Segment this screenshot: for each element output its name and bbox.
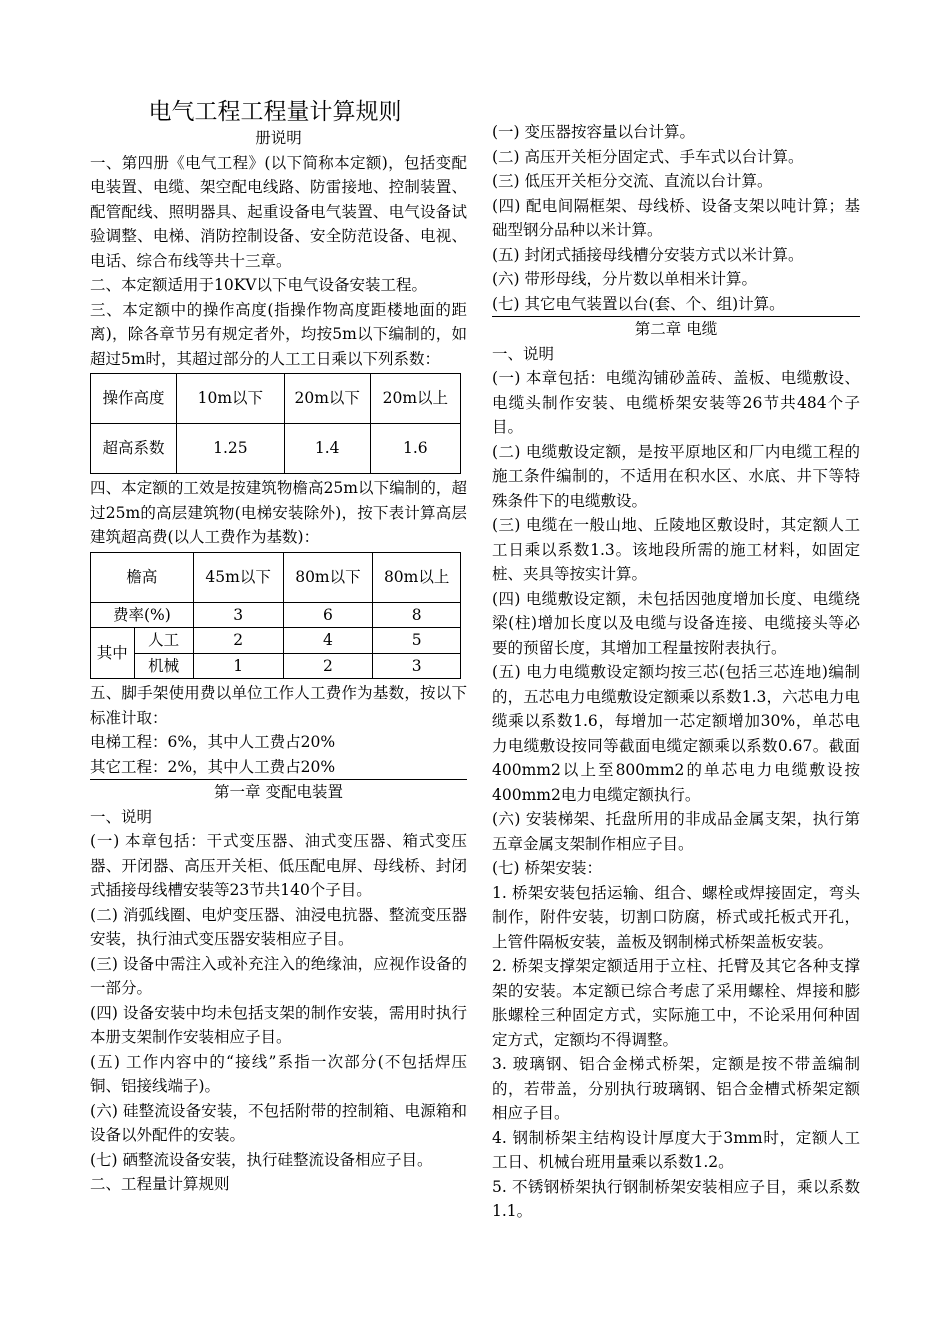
table1-cell: 1.4 (284, 424, 370, 474)
table2-cell: 1 (193, 653, 283, 679)
chapter1-item: (四) 设备安装中均未包括支架的制作安装，需用时执行本册支架制作安装相应子目。 (90, 1003, 467, 1046)
table2-cell: 2 (193, 628, 283, 654)
chapter1-item: (三) 设备中需注入或补充注入的绝缘油，应视作设备的一部分。 (90, 954, 467, 997)
volume-para-2: 二、本定额适用于10KV以下电气设备安装工程。 (90, 276, 427, 294)
chapter1-rule: (二) 高压开关柜分固定式、手车式以台计算。 (492, 147, 804, 166)
para-5-elevator: 电梯工程：6%，其中人工费占20% (90, 733, 336, 751)
chapter1-rule: (一) 变压器按容量以台计算。 (492, 123, 696, 141)
chapter1-rule: (六) 带形母线，分片数以单相米计算。 (492, 270, 758, 288)
bridge-item: 2. 桥架支撑架定额适用于立柱、托臂及其它各种支撑架的安装。本定额已综合考虑了采用螺栓、焊接和膨胀螺栓三种固定方式，实际施工中，不论采用何种固定方式，定额均不得调整。 (492, 957, 860, 1049)
chapter2-section-1: 一、说明 (492, 344, 555, 363)
chapter1-item: (五) 工作内容中的“接线”系指一次部分(不包括焊压铜、铝接线端子)。 (90, 1052, 467, 1095)
table1-cell: 20m以下 (284, 374, 370, 424)
volume-para-1: 一、第四册《电气工程》(以下简称本定额)，包括变配电装置、电缆、架空配电线路、防雷接地、控制装置、配管配线、照明器具、起重设备电气装置、电气设备试验调整、电梯、消防控制设备、安全防范设备、电视、电话、综合布线等共十三章。 (90, 153, 467, 270)
chapter2-title: 第二章 电缆 (634, 320, 718, 338)
table2-cell: 3 (373, 653, 461, 679)
table2-cell: 4 (283, 628, 373, 654)
bridge-item: 1. 桥架安装包括运输、组合、螺栓或焊接固定，弯头制作，附件安装，切割口防腐，桥式或托板式开孔，上管件隔板安装，盖板及钢制梯式桥架盖板安装。 (492, 883, 860, 951)
chapter1-item: (六) 硅整流设备安装，不包括附带的控制箱、电源箱和设备以外配件的安装。 (90, 1101, 467, 1144)
chapter2-item: (六) 安装梯架、托盘所用的非成品金属支架，执行第五章金属支架制作相应子目。 (492, 810, 860, 853)
table2-cell: 8 (373, 602, 461, 628)
high-rise-fee-table (90, 552, 461, 680)
para-5-other: 其它工程：2%，其中人工费占20% (90, 755, 467, 781)
table2-cell: 6 (283, 602, 373, 628)
chapter2-item: (一) 本章包括：电缆沟铺砂盖砖、盖板、电缆敷设、电缆头制作安装、电缆桥架安装等26节共484个子目。 (492, 369, 860, 436)
chapter1-rule: (五) 封闭式插接母线槽分安装方式以米计算。 (492, 245, 804, 264)
chapter1-title: 第一章 变配电装置 (214, 783, 343, 801)
table2-cell: 80m以下 (283, 552, 373, 602)
para-5: 五、脚手架使用费以单位工作人工费作为基数，按以下标准计取： (90, 684, 467, 727)
table1-cell: 1.25 (176, 424, 284, 474)
chapter1-rule: (三) 低压开关柜分交流、直流以台计算。 (492, 172, 773, 190)
table1-cell: 超高系数 (91, 424, 177, 474)
table1-cell: 20m以上 (370, 374, 460, 424)
chapter1-rule: (七) 其它电气装置以台(套、个、组)计算。 (492, 292, 860, 318)
chapter2-item: (五) 电力电缆敷设定额均按三芯(包括三芯连地)编制的，五芯电力电缆敷设定额乘以系数1.3，六芯电力电缆乘以系数1.6，每增加一芯定额增加30%，单芯电力电缆敷设按同等截面电缆定额乘以系数0.67。截面400mm2以上至800mm2的单芯电力电缆敷设按400mm2电力电缆定额执行。 (492, 663, 860, 804)
left-column (90, 126, 467, 1197)
table2-cell: 费率(%) (91, 602, 194, 628)
table1-cell: 10m以下 (176, 374, 284, 424)
table2-group-label: 其中 (91, 628, 135, 679)
chapter1-item: (二) 消弧线圈、电炉变压器、油浸电抗器、整流变压器安装，执行油式变压器安装相应子目。 (90, 905, 467, 948)
table2-cell: 3 (193, 602, 283, 628)
chapter2-item: (四) 电缆敷设定额，未包括因弛度增加长度、电缆绕梁(柱)增加长度以及电缆与设备连接、电缆接头等必要的预留长度，其增加工程量按附表执行。 (492, 589, 860, 657)
table2-cell: 5 (373, 628, 461, 654)
volume-heading: 册说明 (255, 129, 302, 147)
table1-cell: 操作高度 (91, 374, 177, 424)
height-coefficient-table (90, 373, 461, 474)
chapter2-item: (三) 电缆在一般山地、丘陵地区敷设时，其定额人工工日乘以系数1.3。该地段所需的施工材料，如固定桩、夹具等按实计算。 (492, 516, 860, 583)
volume-para-3: 三、本定额中的操作高度(指操作物高度距楼地面的距离)，除各章节另有规定者外，均按5m以下编制的，如超过5m时，其超过部分的人工工日乘以下列系数： (90, 300, 467, 368)
chapter1-section-2: 二、工程量计算规则 (90, 1175, 230, 1193)
bridge-item: 4. 钢制桥架主结构设计厚度大于3mm时，定额人工工日、机械台班用量乘以系数1.2。 (492, 1128, 860, 1171)
table2-cell: 檐高 (91, 552, 194, 602)
table2-cell: 80m以上 (373, 552, 461, 602)
right-column (492, 120, 860, 1224)
table2-cell: 2 (283, 653, 373, 679)
chapter1-item: (七) 硒整流设备安装，执行硅整流设备相应子目。 (90, 1150, 433, 1169)
document-title: 电气工程工程量计算规则 (148, 99, 402, 125)
chapter1-section-1: 一、说明 (90, 807, 153, 826)
table2-cell: 人工 (134, 628, 193, 654)
chapter2-item: (七) 桥架安装： (492, 859, 603, 877)
bridge-item: 3. 玻璃钢、铝合金梯式桥架，定额是按不带盖编制的，若带盖，分别执行玻璃钢、铝合金槽式桥架定额相应子目。 (492, 1055, 860, 1122)
chapter1-rule: (四) 配电间隔框架、母线桥、设备支架以吨计算；基础型钢分品种以米计算。 (492, 196, 860, 239)
bridge-item: 5. 不锈钢桥架执行钢制桥架安装相应子目，乘以系数1.1。 (492, 1177, 860, 1220)
table1-cell: 1.6 (370, 424, 460, 474)
table2-cell: 45m以下 (193, 552, 283, 602)
table2-cell: 机械 (134, 653, 193, 679)
chapter2-item: (二) 电缆敷设定额，是按平原地区和厂内电缆工程的施工条件编制的，不适用在积水区、水底、井下等特殊条件下的电缆敷设。 (492, 442, 860, 510)
para-4: 四、本定额的工效是按建筑物檐高25m以下编制的，超过25m的高层建筑物(电梯安装除外)，按下表计算高层建筑超高费(以人工费作为基数)： (90, 479, 467, 546)
chapter1-item: (一) 本章包括：干式变压器、油式变压器、箱式变压器、开闭器、高压开关柜、低压配电屏、母线桥、封闭式插接母线槽安装等23节共140个子目。 (90, 832, 467, 899)
